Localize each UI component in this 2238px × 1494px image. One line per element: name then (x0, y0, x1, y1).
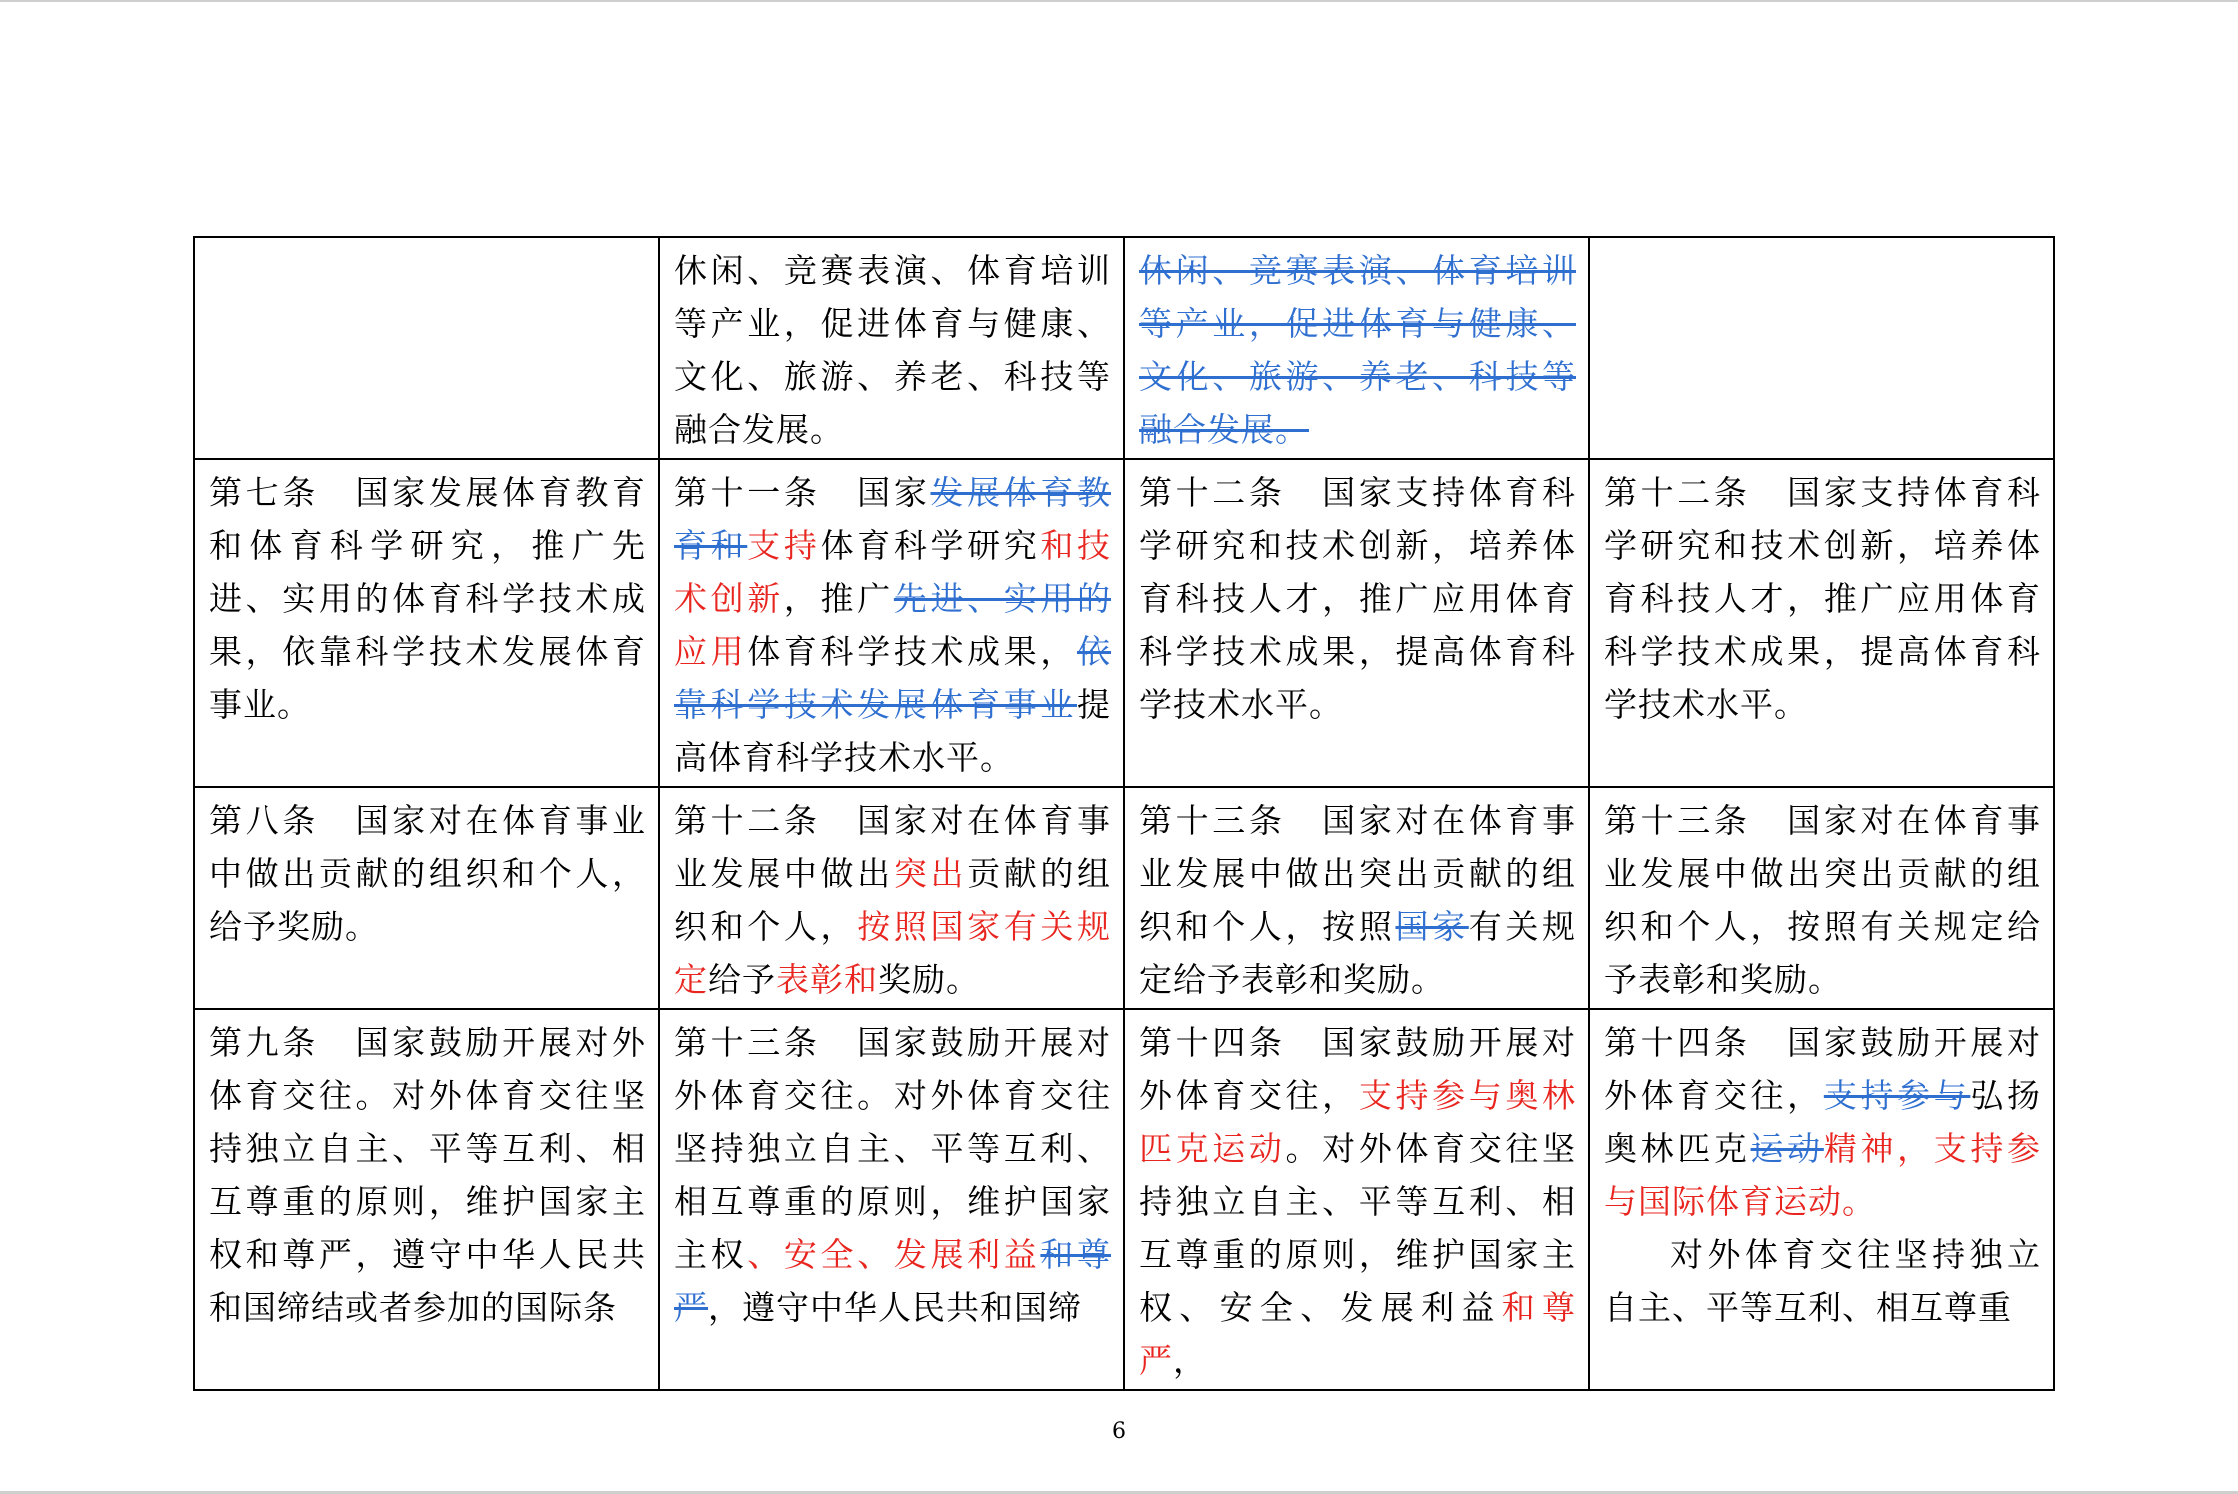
deleted-text: 休闲、竞赛表演、体育培训等产业，促进体育与健康、文化、旅游、养老、科技等融合发展。 (1139, 251, 1576, 449)
cell-original-law (194, 459, 659, 787)
clause-text: ，推广 (783, 579, 894, 618)
paragraph (1604, 1228, 2041, 1334)
cell-draft-first-reading (659, 237, 1124, 459)
inserted-text: 突出 (893, 854, 968, 893)
deleted-text: 国家 (1395, 907, 1469, 946)
clause-text: 第十二条 国家对在体育事业发展中做出 (674, 801, 1111, 893)
clause-text: 提高体育科学技术水平。 (674, 685, 1111, 777)
inserted-text: 和尊严 (1139, 1288, 1577, 1380)
deleted-text: 支持参与 (1823, 1076, 1971, 1115)
deleted-text: 先进、实用的 (893, 579, 1112, 618)
cell-revised-law (1589, 459, 2054, 787)
clause-text: 奖励。 (878, 960, 980, 999)
cell-draft-second-reading (1124, 237, 1589, 459)
deleted-text: 依靠科学技术发展体育事业 (674, 632, 1112, 724)
table-row (194, 1009, 2054, 1390)
cell-draft-second-reading (1124, 459, 1589, 787)
clause-text: 第十二条 国家支持体育科学研究和技术创新，培养体育科技人才，推广应用体育科学技术成果，提高体育科学技术水平。 (1139, 473, 1576, 724)
table-row (194, 459, 2054, 787)
cell-revised-law (1589, 237, 2054, 459)
clause-text: 第十三条 国家对在体育事业发展中做出突出贡献的组织和个人，按照 (1139, 801, 1576, 946)
cell-original-law (194, 1009, 659, 1390)
cell-draft-first-reading (659, 1009, 1124, 1390)
clause-text: 第十一条 国家 (674, 473, 931, 512)
cell-draft-first-reading (659, 787, 1124, 1009)
clause-text: 第七条 国家发展体育教育和体育科学研究，推广先进、实用的体育科学技术成果，依靠科学技术发展体育事业。 (209, 473, 646, 724)
clause-text: 体育科学技术成果， (747, 632, 1078, 671)
table-row (194, 237, 2054, 459)
clause-text: 第十四条 国家鼓励开展对外体育交往， (1604, 1023, 2041, 1115)
cell-original-law (194, 787, 659, 1009)
clause-text: ，遵守中华人民共和国缔 (708, 1288, 1082, 1327)
clause-text: 。对外体育交往坚持独立自主、平等互利、相互尊重的原则，维护国家主权、安全、发展利益 (1139, 1129, 1577, 1327)
clause-text: 第十四条 国家鼓励开展对外体育交往， (1139, 1023, 1576, 1115)
clause-text: 对外体育交往坚持独立自主、平等互利、相互尊重 (1604, 1235, 2041, 1327)
deleted-text: 发展体育教育和 (674, 473, 1112, 565)
comparison-table (193, 236, 2055, 1391)
cell-draft-first-reading (659, 459, 1124, 787)
clause-text: ， (1173, 1341, 1207, 1380)
cell-draft-second-reading (1124, 1009, 1589, 1390)
clause-text: 第八条 国家对在体育事业中做出贡献的组织和个人，给予奖励。 (209, 801, 646, 946)
deleted-text: 运动 (1750, 1129, 1824, 1168)
inserted-text: 应用 (674, 632, 748, 671)
cell-original-law (194, 237, 659, 459)
page-number: 6 (1112, 1419, 1126, 1444)
clause-text: 第九条 国家鼓励开展对外体育交往。对外体育交往坚持独立自主、平等互利、相互尊重的原则，维护国家主权和尊严，遵守中华人民共和国缔结或者参加的国际条 (209, 1023, 646, 1327)
page-top-rule (0, 0, 2238, 2)
clause-text: 贡献的组织和个人， (674, 854, 1112, 946)
deleted-text: 和尊严 (674, 1235, 1112, 1327)
inserted-text: 精神，支持参与国际体育运动。 (1604, 1129, 2042, 1221)
clause-text: 有关规定给予表彰和奖励。 (1139, 907, 1577, 999)
inserted-text: 、安全、发展利益 (747, 1235, 1041, 1274)
clause-text: 休闲、竞赛表演、体育培训等产业，促进体育与健康、文化、旅游、养老、科技等融合发展。 (674, 251, 1111, 449)
clause-text: 第十三条 国家鼓励开展对外体育交往。对外体育交往坚持独立自主、平等互利、相互尊重的原则，维护国家主权 (674, 1023, 1111, 1274)
cell-revised-law (1589, 787, 2054, 1009)
inserted-text: 和技术创新 (674, 526, 1112, 618)
cell-revised-law (1589, 1009, 2054, 1390)
clause-text: 第十二条 国家支持体育科学研究和技术创新，培养体育科技人才，推广应用体育科学技术成果，提高体育科学技术水平。 (1604, 473, 2041, 724)
clause-text: 第十三条 国家对在体育事业发展中做出突出贡献的组织和个人，按照有关规定给予表彰和奖励。 (1604, 801, 2041, 999)
inserted-text: 支持参与奥林匹克运动 (1139, 1076, 1577, 1168)
clause-text: 给予 (708, 960, 776, 999)
cell-draft-second-reading (1124, 787, 1589, 1009)
inserted-text: 按照国家有关规定 (674, 907, 1112, 999)
clause-text: 弘扬奥林匹克 (1604, 1076, 2042, 1168)
inserted-text: 表彰和 (776, 960, 878, 999)
clause-text: 体育科学研究 (820, 526, 1041, 565)
table-row (194, 787, 2054, 1009)
inserted-text: 支持 (747, 526, 821, 565)
